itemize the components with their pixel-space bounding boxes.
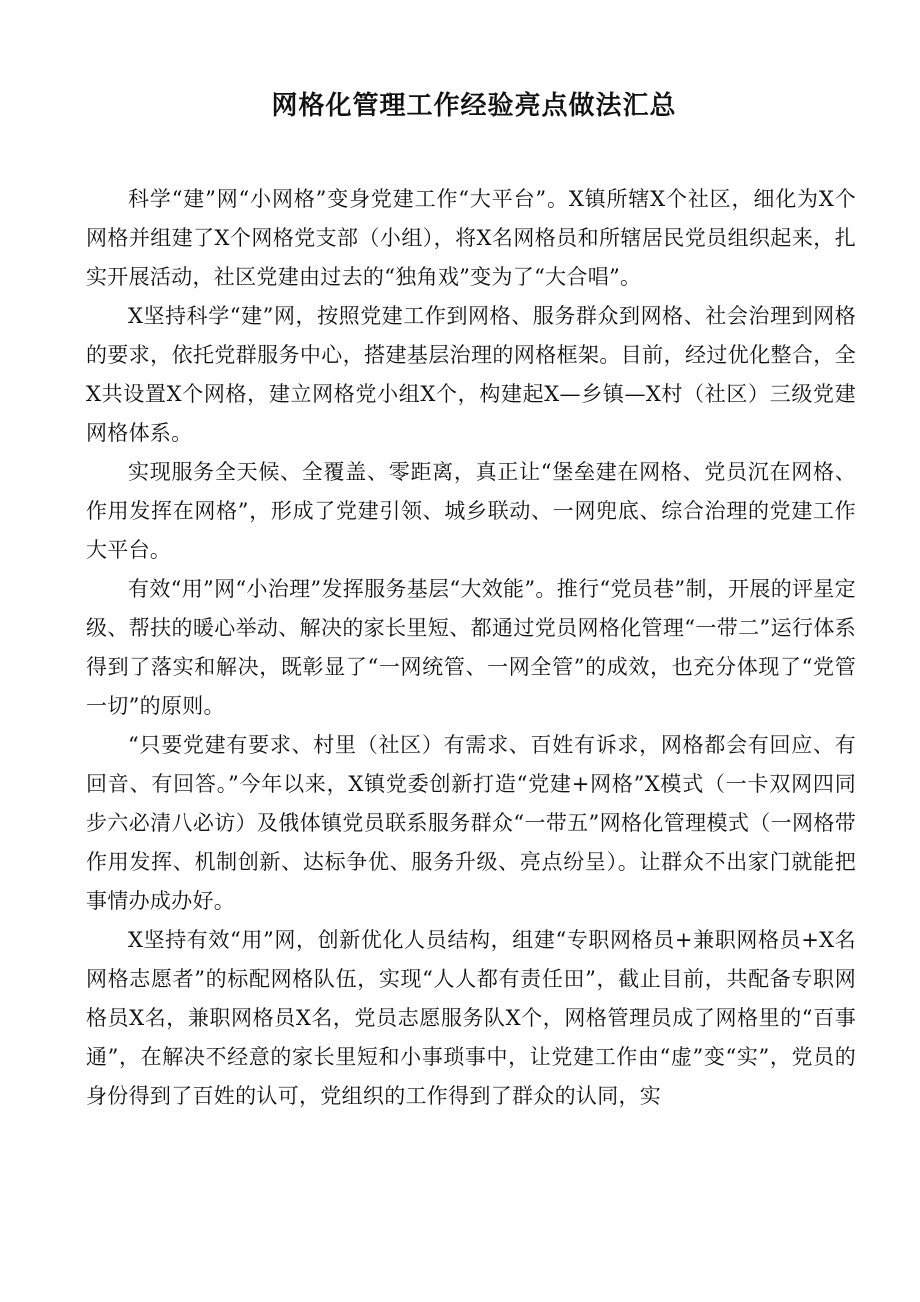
document-body bbox=[86, 180, 856, 1116]
paragraph: X坚持科学“建”网，按照党建工作到网格、服务群众到网格、社会治理到网格的要求，依托党群服务中心，搭建基层治理的网格框架。目前，经过优化整合，全X共设置X个网格，建立网格党小组X个，构建起X—乡镇—X村（社区）三级党建网格体系。 bbox=[86, 304, 856, 445]
paragraph: X坚持有效“用”网，创新优化人员结构，组建“专职网格员+兼职网格员+X名网格志愿者”的标配网格队伍，实现“人人都有责任田”，截止目前，共配备专职网格员X名，兼职网格员X名，党员志愿服务队X个，网格管理员成了网格里的“百事通”，在解决不经意的家长里短和小事琐事中，让党建工作由“虚”变“实”，党员的身份得到了百姓的认可，党组织的工作得到了群众的认同，实 bbox=[86, 928, 856, 1108]
paragraph: “只要党建有要求、村里（社区）有需求、百姓有诉求，网格都会有回应、有回音、有回答。”今年以来，X镇党委创新打造“党建+网格”X模式（一卡双网四同步六必清八必访）及俄体镇党员联系服务群众“一带五”网格化管理模式（一网格带作用发挥、机制创新、达标争优、服务升级、亮点纷呈）。让群众不出家门就能把事情办成办好。 bbox=[86, 733, 856, 913]
paragraph: 实现服务全天候、全覆盖、零距离，真正让“堡垒建在网格、党员沉在网格、作用发挥在网格”，形成了党建引领、城乡联动、一网兜底、综合治理的党建工作大平台。 bbox=[86, 460, 856, 562]
paragraph: 科学“建”网“小网格”变身党建工作“大平台”。X镇所辖X个社区，细化为X个网格并组建了X个网格党支部（小组），将X名网格员和所辖居民党员组织起来，扎实开展活动，社区党建由过去的“独角戏”变为了“大合唱”。 bbox=[86, 187, 856, 289]
paragraph: 有效“用”网“小治理”发挥服务基层“大效能”。推行“党员巷”制，开展的评星定级、帮扶的暖心举动、解决的家长里短、都通过党员网格化管理“一带二”运行体系得到了落实和解决，既彰显了“一网统管、一网全管”的成效，也充分体现了“党管一切”的原则。 bbox=[86, 577, 856, 718]
document-title: 网格化管理工作经验亮点做法汇总 bbox=[271, 91, 677, 121]
